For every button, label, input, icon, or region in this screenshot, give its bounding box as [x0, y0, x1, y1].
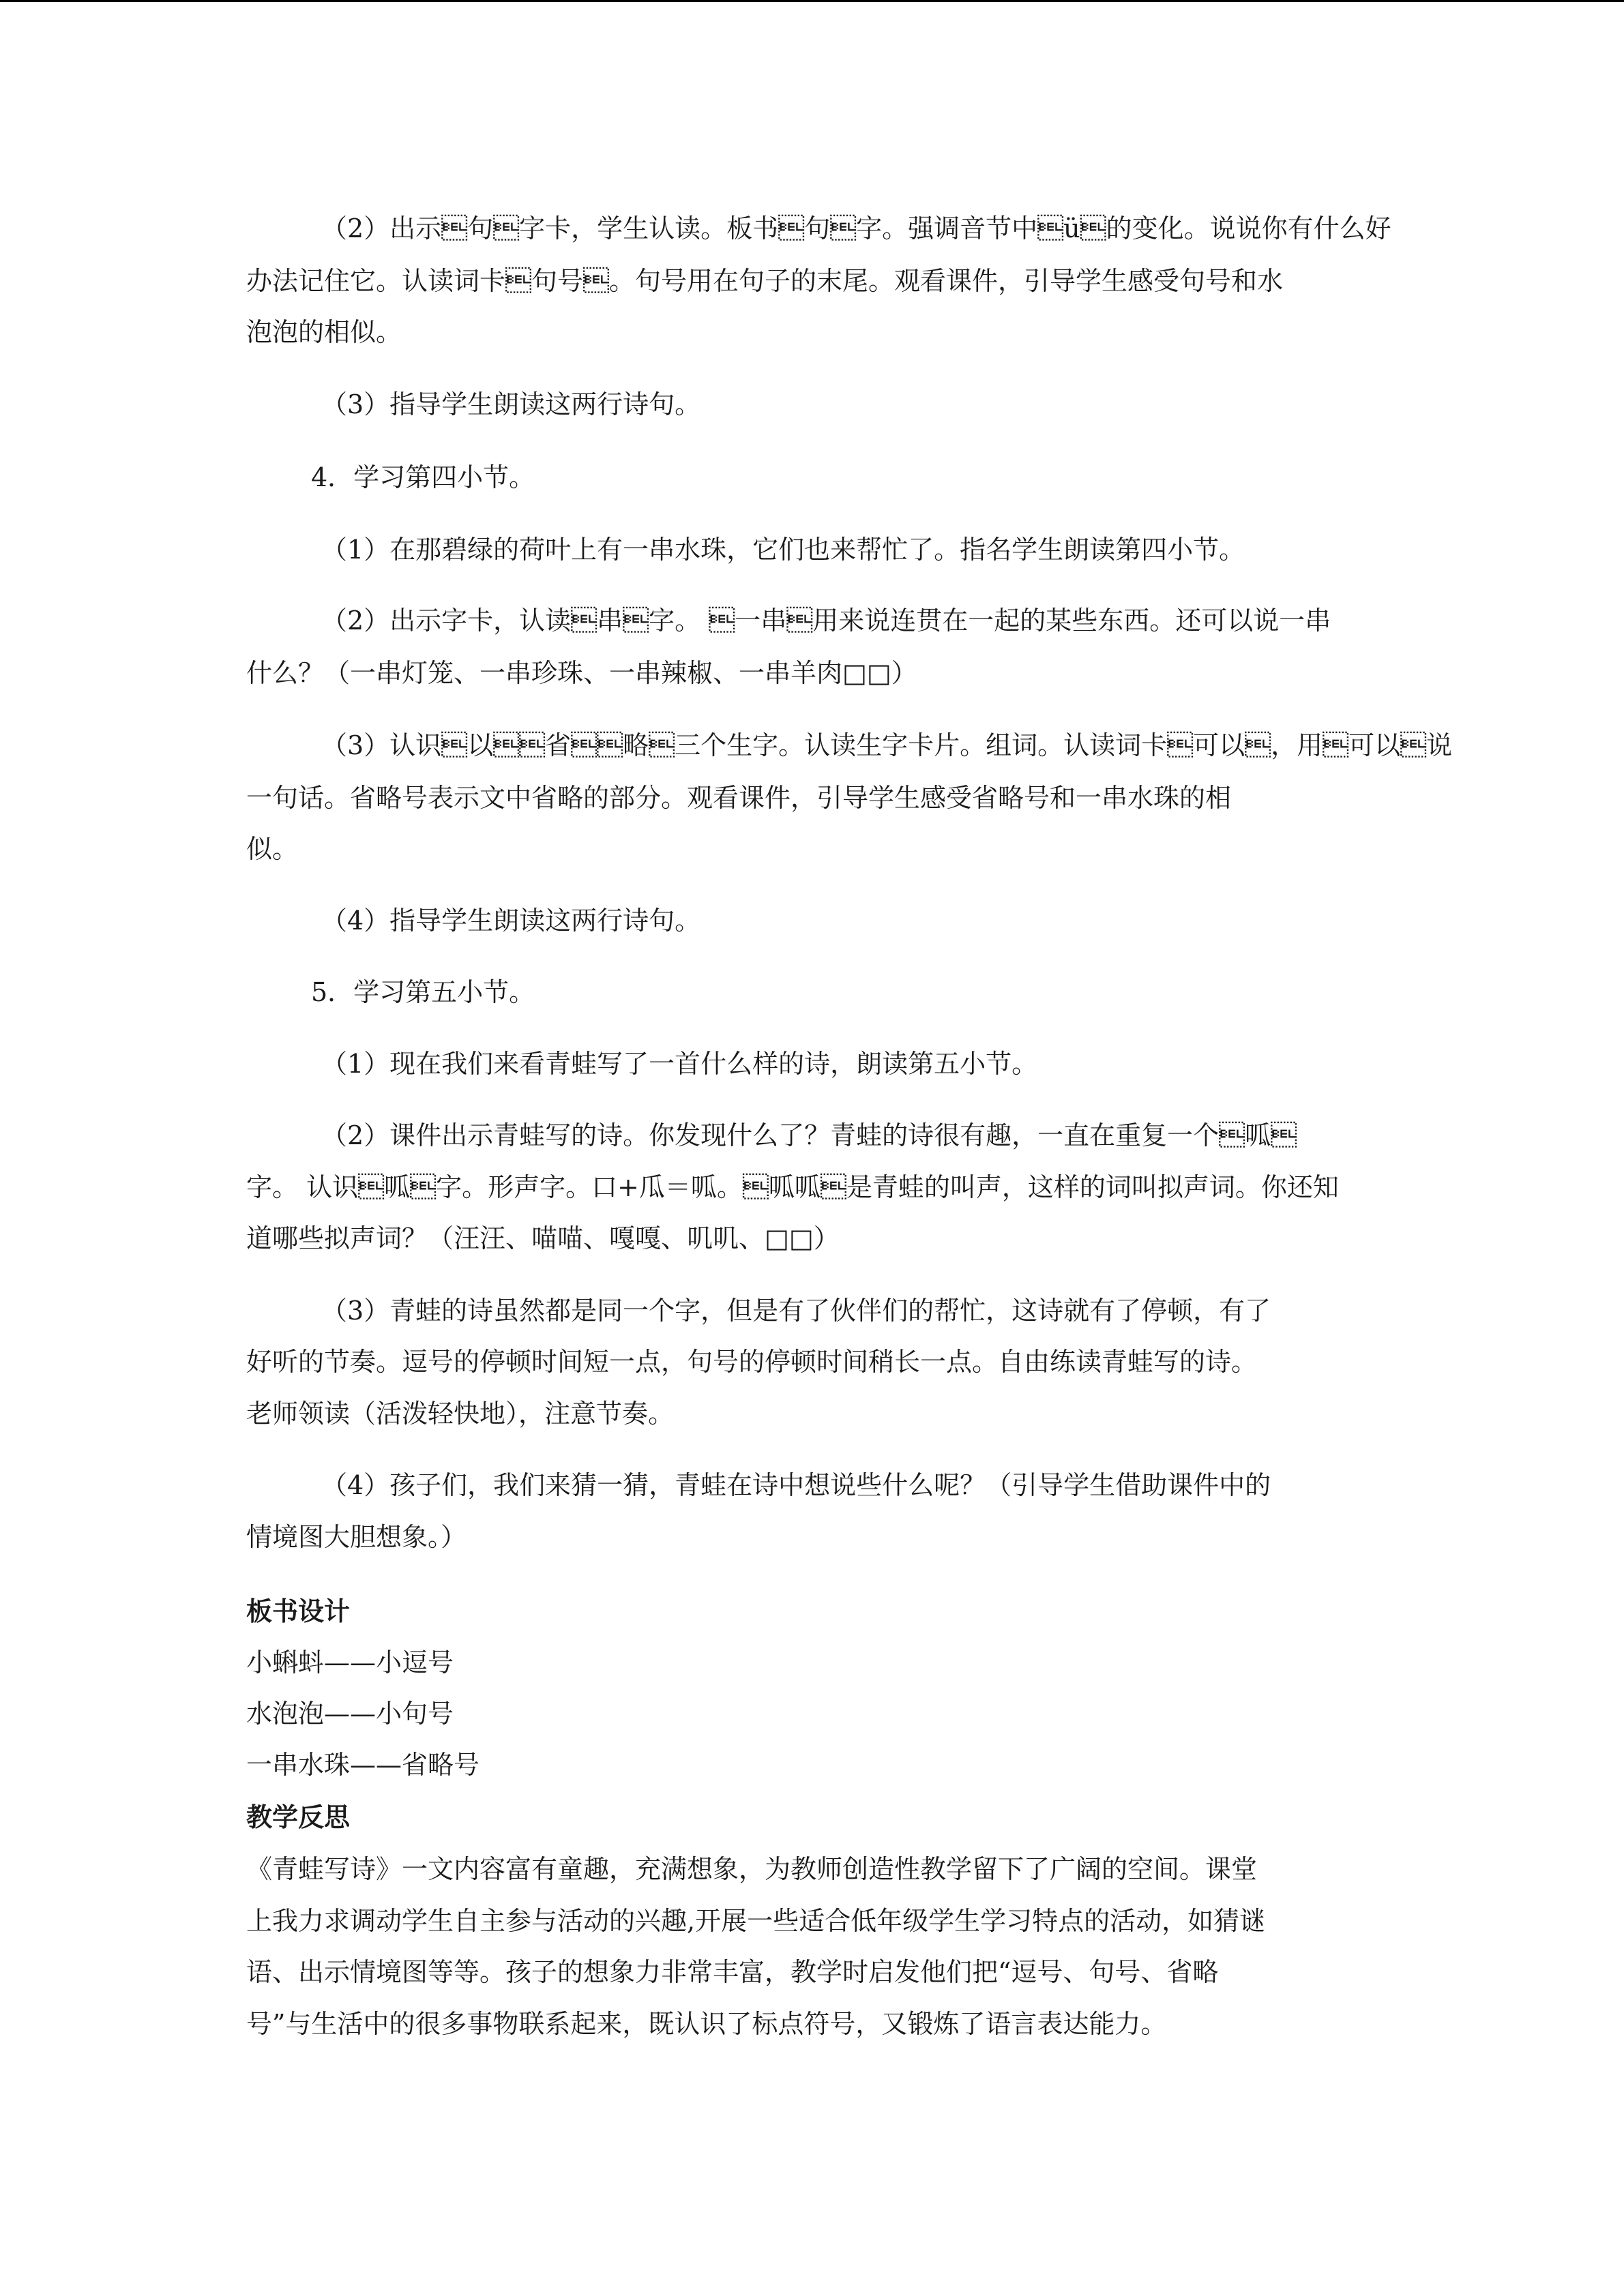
paragraph-line: 什么？（一串灯笼、一串珍珠、一串辣椒、一串羊肉□□）: [246, 658, 917, 688]
paragraph-line: 好听的节奏。逗号的停顿时间短一点，句号的停顿时间稍长一点。自由练读青蛙写的诗。: [246, 1347, 1258, 1377]
paragraph-line: 道哪些拟声词？（汪汪、喵喵、嘎嘎、叽叽、□□）: [246, 1223, 840, 1253]
board-item: 一串水珠——省略号: [246, 1750, 480, 1780]
section-heading: 4．学习第四小节。: [311, 462, 535, 492]
paragraph-line: 情境图大胆想象。）: [246, 1522, 467, 1552]
board-design-heading: 板书设计: [246, 1596, 351, 1626]
section-heading: 5．学习第五小节。: [311, 977, 535, 1007]
paragraph-line: 一句话。省略号表示文中省略的部分。观看课件，引导学生感受省略号和一串水珠的相: [246, 783, 1232, 813]
board-item: 水泡泡——小句号: [246, 1699, 454, 1729]
reflection-line: 《青蛙写诗》一文内容富有童趣，充满想象，为教师创造性教学留下了广阔的空间。课堂: [246, 1854, 1258, 1884]
reflection-line: 语、出示情境图等等。孩子的想象力非常丰富，教学时启发他们把“逗号、句号、省略: [246, 1957, 1219, 1987]
board-item: 小蝌蚪——小逗号: [246, 1648, 454, 1678]
paragraph-line: 泡泡的相似。: [246, 317, 402, 347]
paragraph-line: （1）现在我们来看青蛙写了一首什么样的诗，朗读第五小节。: [321, 1049, 1038, 1079]
paragraph-line: （2）出示字卡，认读串字。 一串用来说连贯在一起的某些东西。还可以说一串: [321, 606, 1331, 636]
paragraph-line: 似。: [246, 834, 299, 864]
paragraph-line: （3）认识以省略三个生字。认读生字卡片。组词。认读词卡可以，用可以说: [321, 730, 1453, 760]
paragraph-line: （2）出示句字卡，学生认读。板书句字。强调音节中ü的变化。说说你有什么好: [321, 213, 1391, 243]
paragraph-line: 办法记住它。认读词卡句号。句号用在句子的末尾。观看课件，引导学生感受句号和水: [246, 266, 1284, 296]
paragraph-line: （3）青蛙的诗虽然都是同一个字，但是有了伙伴们的帮忙，这诗就有了停顿，有了: [321, 1296, 1271, 1326]
paragraph-line: （2）课件出示青蛙写的诗。你发现什么了？青蛙的诗很有趣，一直在重复一个呱: [321, 1120, 1297, 1150]
paragraph-line: （4）孩子们，我们来猜一猜，青蛙在诗中想说些什么呢？（引导学生借助课件中的: [321, 1470, 1271, 1500]
paragraph-line: 老师领读（活泼轻快地），注意节奏。: [246, 1399, 675, 1429]
paragraph-line: 字。 认识呱字。形声字。口+瓜＝呱。呱呱是青蛙的叫声，这样的词叫拟声词。你还知: [246, 1172, 1339, 1202]
reflection-line: 号”与生活中的很多事物联系起来，既认识了标点符号，又锻炼了语言表达能力。: [246, 2009, 1167, 2039]
paragraph-line: （4）指导学生朗读这两行诗句。: [321, 906, 701, 936]
reflection-line: 上我力求调动学生自主参与活动的兴趣,开展一些适合低年级学生学习特点的活动，如猜谜: [246, 1906, 1266, 1936]
paragraph-line: （3）指导学生朗读这两行诗句。: [321, 389, 701, 419]
paragraph-line: （1）在那碧绿的荷叶上有一串水珠，它们也来帮忙了。指名学生朗读第四小节。: [321, 535, 1245, 565]
reflection-heading: 教学反思: [246, 1802, 351, 1832]
